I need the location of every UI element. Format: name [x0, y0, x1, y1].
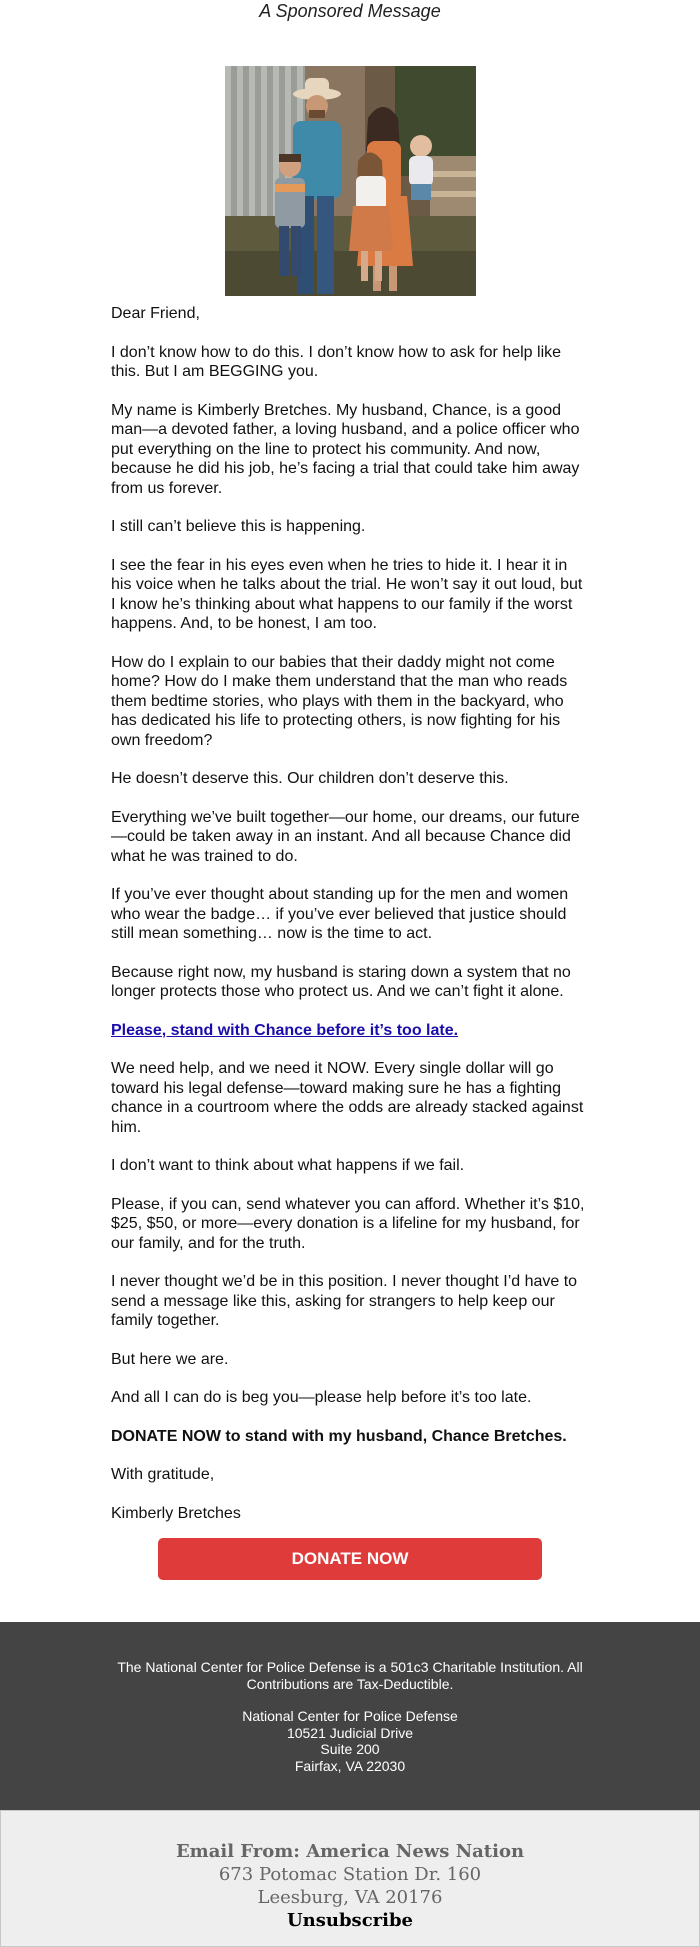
- org-suite: Suite 200: [320, 1741, 380, 1757]
- family-photo: [225, 66, 476, 296]
- sponsored-header: A Sponsored Message: [259, 1, 441, 21]
- letter-paragraph: I never thought we’d be in this position. I never thought I’d have to send a message like this, asking for strangers to help keep our family together.: [111, 1273, 578, 1329]
- donate-now-button[interactable]: DONATE NOW: [158, 1538, 542, 1580]
- letter-paragraph: Because right now, my husband is staring down a system that no longer protects those who protect us. And we can’t fight it alone.: [111, 963, 571, 1000]
- letter-paragraph: I see the fear in his eyes even when he tries to hide it. I hear it in his voice when he talks about the trial. He won’t say it out loud, but I know he’s thinking about what happens to our family if the worst happens. And, to be honest, I am too.: [111, 556, 583, 632]
- stand-with-chance-link[interactable]: Please, stand with Chance before it’s too late.: [111, 1021, 459, 1039]
- letter-paragraph: If you’ve ever thought about standing up for the men and women who wear the badge… if you’ve ever believed that justice should still mean something… now is the time to act.: [111, 886, 569, 942]
- footer-organization: [0, 1622, 700, 1810]
- sender-street: 673 Potomac Station Dr. 160: [218, 1864, 482, 1885]
- letter-paragraph: I don’t want to think about what happens if we fail.: [111, 1157, 465, 1174]
- org-street: 10521 Judicial Drive: [286, 1724, 414, 1741]
- letter-paragraph: I still can’t believe this is happening.: [111, 518, 366, 535]
- salutation: Dear Friend,: [111, 305, 200, 322]
- email-from: Email From: America News Nation: [175, 1841, 525, 1862]
- letter-paragraph: Everything we’ve built together—our home, our dreams, our future—could be taken away in an instant. And all because Chance did what he was trained to do.: [111, 808, 580, 865]
- signature: Kimberly Bretches: [111, 1504, 241, 1522]
- donate-call-to-action: DONATE NOW to stand with my husband, Chance Bretches.: [111, 1427, 567, 1445]
- letter-paragraph: He doesn’t deserve this. Our children don’t deserve this.: [111, 770, 509, 787]
- closing: With gratitude,: [111, 1466, 215, 1483]
- letter-paragraph-link: [111, 1021, 589, 1041]
- letter-paragraph: We need help, and we need it NOW. Every single dollar will go toward his legal defense—toward making sure he has a fighting chance in a courtroom where the odds are already stacked against him.: [111, 1060, 584, 1136]
- letter-paragraph: But here we are.: [111, 1350, 229, 1368]
- sender-city: Leesburg, VA 20176: [257, 1887, 443, 1908]
- letter-paragraph: And all I can do is beg you—please help before it’s too late.: [111, 1389, 532, 1406]
- letter-paragraph: How do I explain to our babies that their daddy might not come home? How do I make them understand that the man who reads them bedtime stories, who plays with them in the backyard, who has dedicated his life to protecting others, is now fighting for his own freedom?: [111, 653, 568, 749]
- tax-disclaimer: The National Center for Police Defense is a 501c3 Charitable Institution. All Contributions are Tax-Deductible.: [117, 1659, 583, 1692]
- letter-paragraph: My name is Kimberly Bretches. My husband, Chance, is a good man—a devoted father, a loving husband, and a police officer who put everything on the line to protect his community. And now, because he did his job, he’s facing a trial that could take him away from us forever.: [111, 401, 580, 497]
- letter-paragraph: Please, if you can, send whatever you can afford. Whether it’s $10, $25, $50, or more—every donation is a lifeline for my husband, for our family, and for the truth.: [111, 1195, 585, 1252]
- org-city: Fairfax, VA 22030: [294, 1757, 406, 1774]
- letter-paragraph: I don’t know how to do this. I don’t know how to ask for help like this. But I am BEGGING you.: [111, 343, 562, 380]
- footer-sender: [0, 1810, 700, 1947]
- org-name: National Center for Police Defense: [242, 1708, 458, 1724]
- letter-body: [111, 296, 589, 1523]
- unsubscribe-link[interactable]: Unsubscribe: [286, 1910, 414, 1931]
